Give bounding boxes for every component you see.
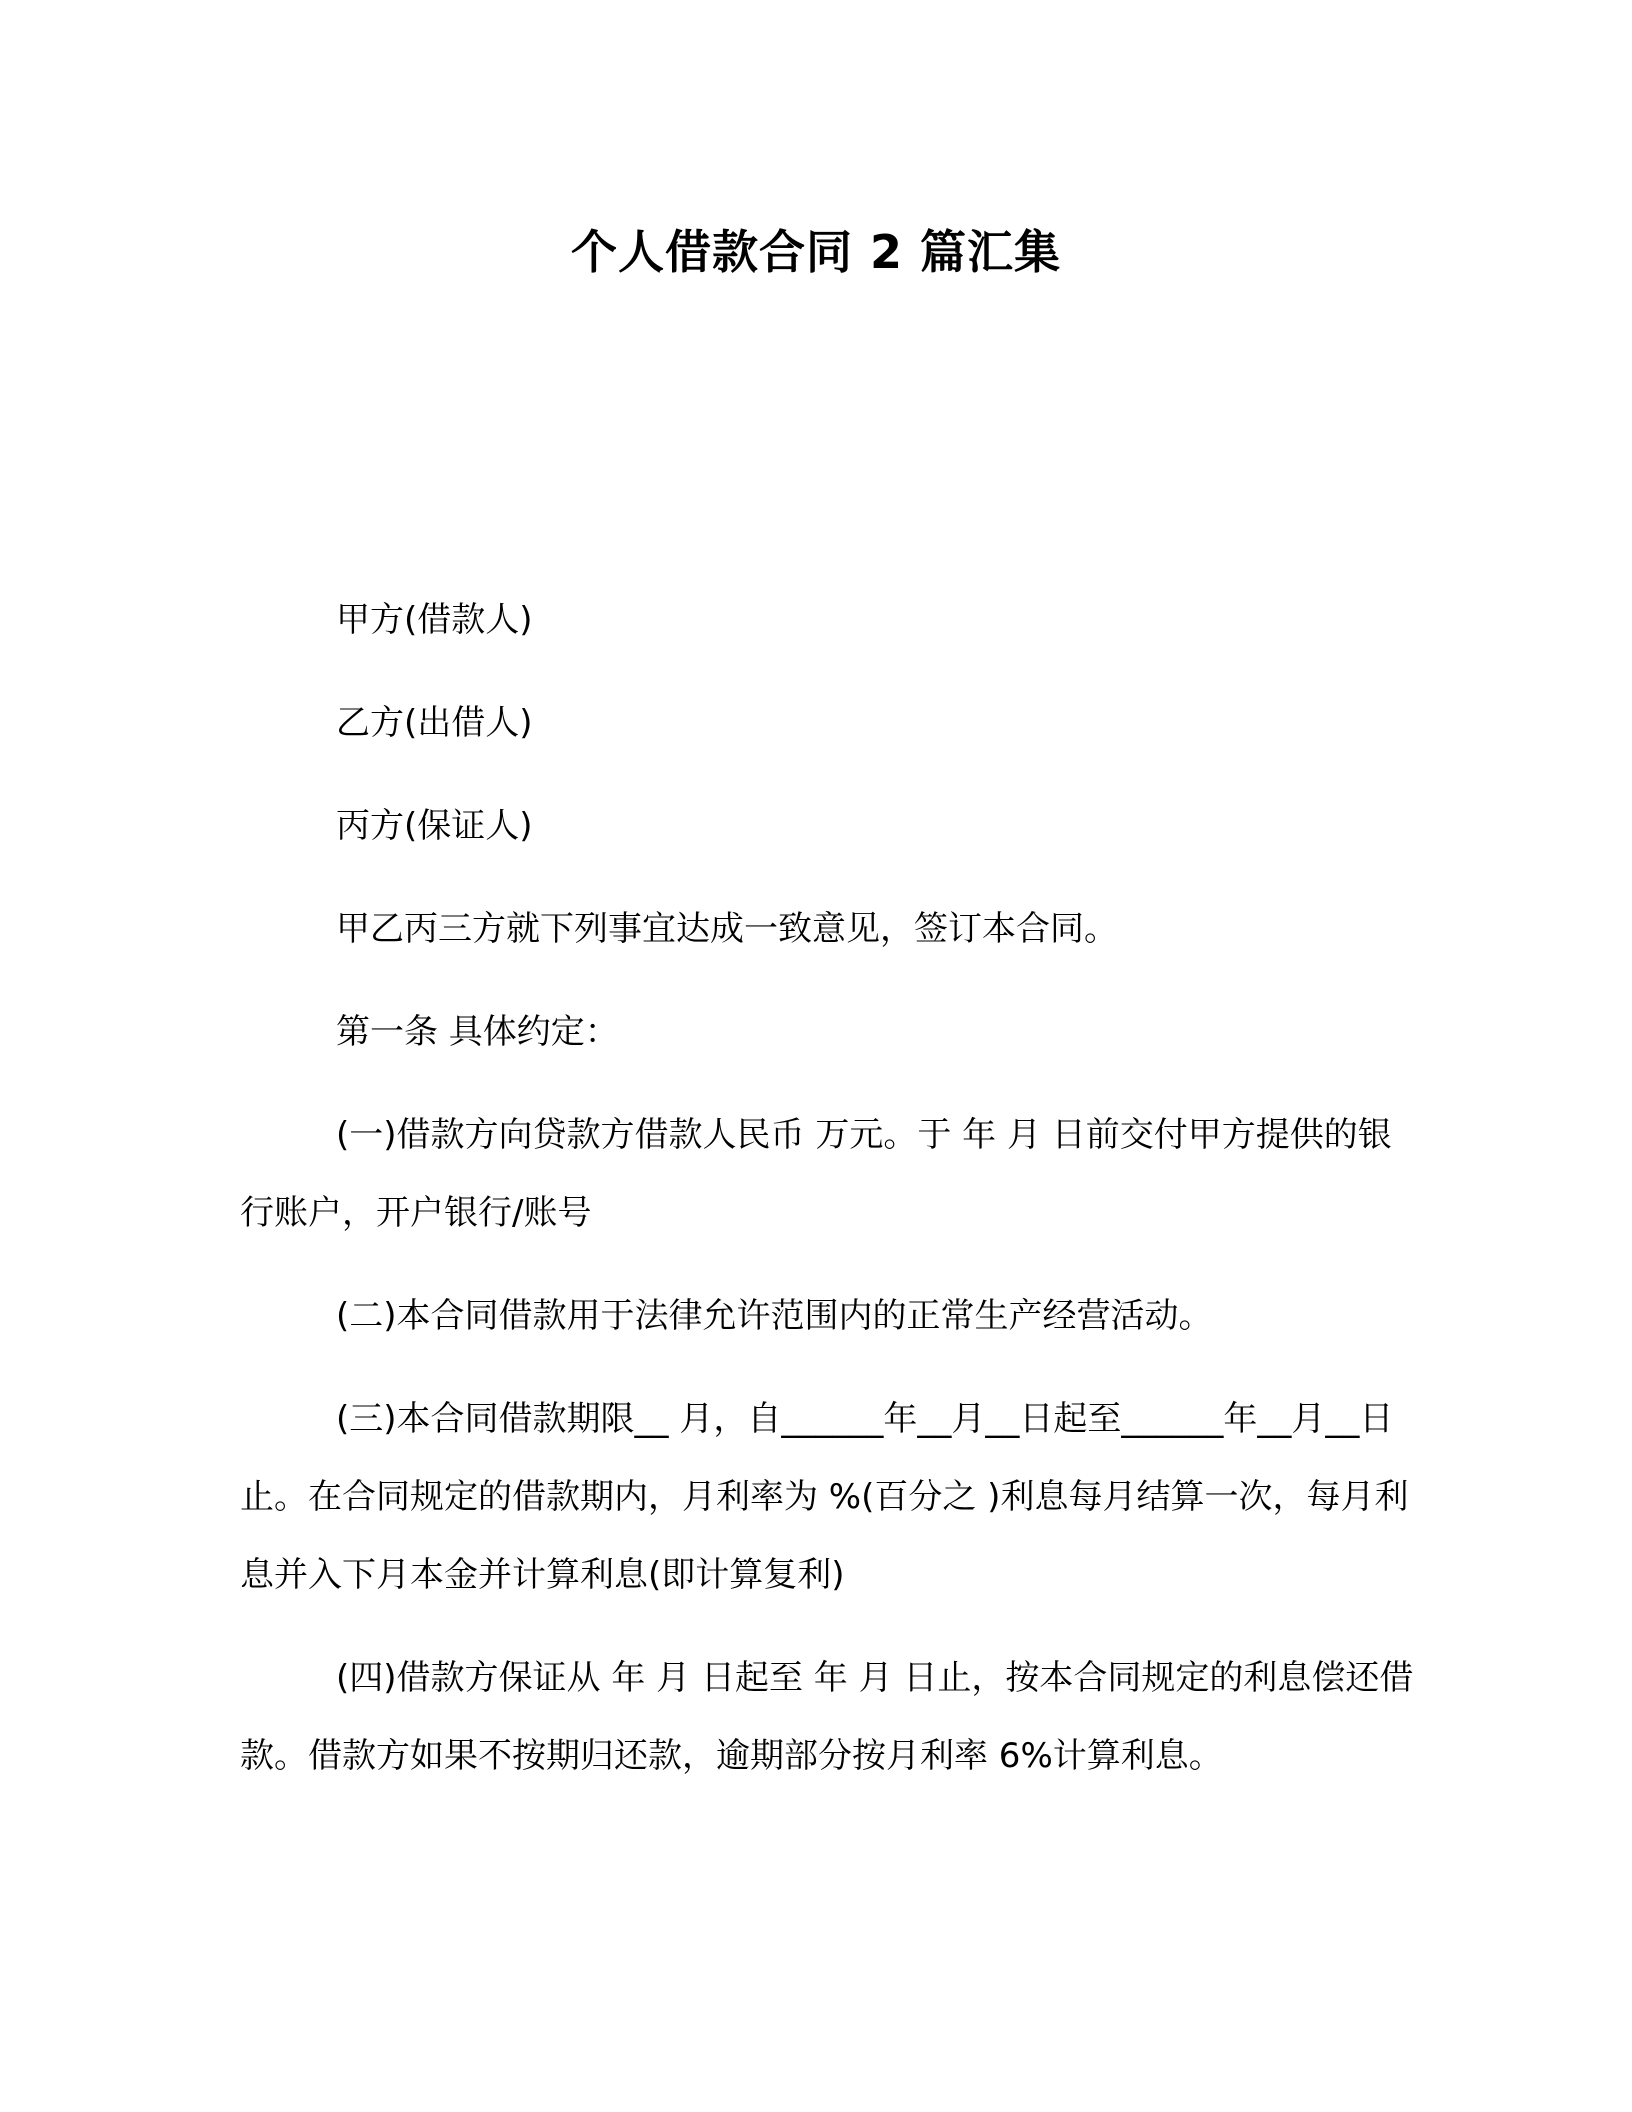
- clause-1: (一)借款方向贷款方借款人民币 万元。于 年 月 日前交付甲方提供的银行账户，开户银行/账号: [240, 1115, 1392, 1233]
- document-title: 个人借款合同 2 篇汇集: [570, 225, 1062, 279]
- clause-2: (二)本合同借款用于法律允许范围内的正常生产经营活动。: [336, 1296, 1213, 1336]
- clause-3: (三)本合同借款期限__ 月，自______年__月__日起至______年__月__日止。在合同规定的借款期内，月利率为 %(百分之 )利息每月结算一次，每月利息并入下月本金并计算利息(即计算复利): [240, 1399, 1409, 1595]
- agreement-statement: 甲乙丙三方就下列事宜达成一致意见，签订本合同。: [336, 909, 1118, 949]
- article-1-heading: 第一条 具体约定：: [336, 1012, 619, 1052]
- party-a-line: 甲方(借款人): [336, 600, 533, 640]
- clause-4: (四)借款方保证从 年 月 日起至 年 月 日止，按本合同规定的利息偿还借款。借款方如果不按期归还款，逾期部分按月利率 6%计算利息。: [240, 1658, 1414, 1776]
- party-c-line: 丙方(保证人): [336, 806, 533, 846]
- party-b-line: 乙方(出借人): [336, 703, 533, 743]
